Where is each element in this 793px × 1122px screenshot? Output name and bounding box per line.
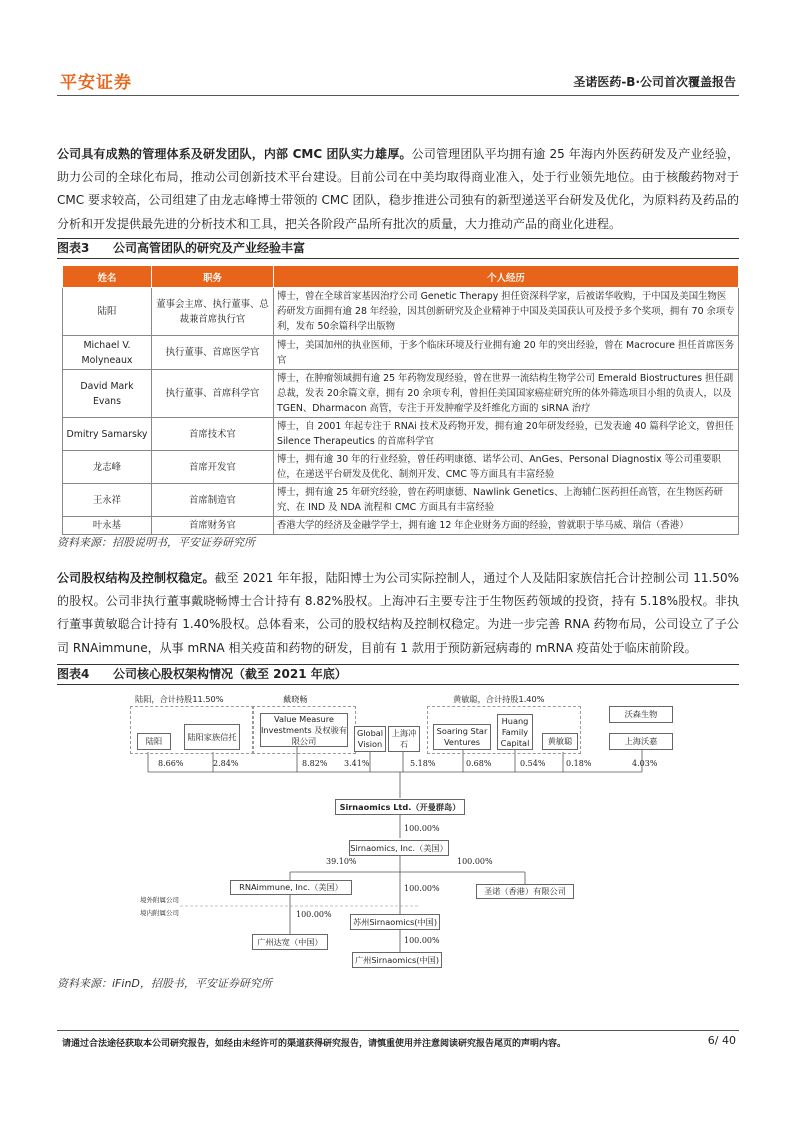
pct-luyang: 8.66%: [158, 759, 184, 768]
paragraph-equity-body: 截至 2021 年年报，陆阳博士为公司实际控制人，通过个人及陆阳家族信托合计控制公司 11.50%的股权。公司非执行董事戴晓畅博士合计持有 8.82%股权。上海冲石主要专注于生物医药领域的投资，持有 5.18%股权。非执行董事黄敏聪合计持有 1.40%股权。总体看来，公司的股权结构及控制权稳定。为进一步完善 RNA 药物布局，公司设立了子公司 RNAimmune，从事 mRNA 相关疫苗和药物的研发，目前有 1 款用于预防新冠病毒的 mRNA 疫苗处于临床前阶段。: [57, 571, 739, 655]
pct-ltd-inc: 100.00%: [404, 824, 440, 833]
exec-name: David Mark Evans: [63, 370, 152, 418]
pct-inc-suzhou: 100.00%: [404, 884, 440, 893]
figure-3-number: 图表3: [57, 241, 90, 255]
figure-4-number: 图表4: [57, 667, 90, 681]
shareholder-shanghai-chongshi: 上海冲石: [388, 726, 420, 752]
exec-name: Dmitry Samarsky: [63, 418, 152, 451]
entity-rnaimmune: RNAimmune, Inc.（美国）: [230, 880, 352, 895]
shareholder-woshen: 沃森生物: [609, 706, 673, 723]
footer-divider: [57, 1030, 739, 1031]
entity-guangzhou-sirnaomics: 广州Sirnaomics(中国): [352, 952, 442, 968]
exec-name: 陆阳: [63, 288, 152, 336]
entity-sirnaomics-ltd: Sirnaomics Ltd.（开曼群岛）: [335, 799, 465, 815]
exec-title: 董事会主席、执行董事、总裁兼首席执行官: [152, 288, 274, 336]
exec-title: 首席制造官: [152, 484, 274, 517]
entity-guangzhou-dakuan: 广州达宽（中国）: [252, 934, 328, 950]
exec-title: 首席开发官: [152, 451, 274, 484]
paragraph-management-lead: 公司具有成熟的管理体系及研发团队，内部 CMC 团队实力雄厚。: [57, 147, 412, 161]
col-header-bio: 个人经历: [274, 266, 739, 288]
figure-3-caption: 公司高管团队的研究及产业经验丰富: [113, 241, 306, 255]
exec-bio: 博士，自 2001 年起专注于 RNAi 技术及药物开发，拥有逾 20年研发经验，已发表逾 40 篇科学论文，曾担任 Silence Therapeutics 的首席科学官: [274, 418, 739, 451]
pct-suzhou-guangzhou: 100.00%: [404, 936, 440, 945]
entity-sirnaomics-inc: Sirnaomics, Inc.（美国）: [349, 840, 449, 856]
shareholder-shanghai-wojia: 上海沃嘉: [609, 733, 673, 750]
pct-rnaimmune-dakuan: 100.00%: [296, 910, 332, 919]
col-header-name: 姓名: [63, 266, 152, 288]
pct-huang: 0.18%: [566, 759, 592, 768]
exec-bio: 博士，在肿瘤领域拥有逾 25 年药物发现经验，曾在世界一流结构生物学公司 Emerald Biostructures 担任副总裁，发表 20余篇文章，拥有 20 余项专利，曾担任美国国家癌症研究所的体外筛选项目小组的负责人，以及 TGEN、Dharmacon 高管，专注于开发肿瘤学及纤维化方面的 siRNA 治疗: [274, 370, 739, 418]
paragraph-equity-lead: 公司股权结构及控制权稳定。: [57, 571, 215, 585]
label-overseas-subsidiaries: 境外附属公司: [140, 896, 179, 904]
exec-name: 叶永基: [63, 517, 152, 535]
exec-title: 首席技术官: [152, 418, 274, 451]
pct-lu-trust: 2.84%: [213, 759, 239, 768]
paragraph-management-body: 公司管理团队平均拥有逾 25 年海内外医药研发及产业经验，助力公司的全球化布局，推动公司创新技术平台建设。目前公司在中美均取得商业准入，处于行业领先地位。由于核酸药物对于 CMC 要求较高，公司组建了由龙志峰博士带领的 CMC 团队，稳步推进公司独有的新型递送平台研发及优化，为原料药及药品的分析和开发提供最先进的分析技术和工具，把关各阶段产品所有批次的质量，大力推动产品的商业化进程。: [57, 147, 739, 231]
group-label-daixiaochang: 戴晓畅: [283, 694, 308, 704]
shareholder-huang: 黄敏聪: [542, 733, 578, 750]
exec-title: 执行董事、首席医学官: [152, 336, 274, 370]
entity-suzhou-sirnaomics: 苏州Sirnaomics(中国): [350, 914, 440, 930]
shareholder-huang-family-capital: Huang Family Capital: [497, 714, 533, 750]
exec-title: 首席财务官: [152, 517, 274, 535]
pct-vmi: 8.82%: [302, 759, 328, 768]
footer-disclaimer: 请通过合法途径获取本公司研究报告，如经由未经许可的渠道获得研究报告，请慎重使用并注意阅读研究报告尾页的声明内容。: [62, 1039, 567, 1049]
pct-chongshi: 5.18%: [410, 759, 436, 768]
shareholder-vmi: Value Measure Investments 及权骏有限公司: [261, 713, 347, 746]
figure-4-caption: 公司核心股权架构情况（截至 2021 年底）: [113, 667, 347, 681]
exec-bio: 博士，拥有逾 30 年的行业经验，曾任药明康德、诺华公司、AnGes、Personal Diagnostix 等公司重要职位，在递送平台研发及优化、制剂开发、CMC 等方面具有丰富经验: [274, 451, 739, 484]
exec-name: Michael V. Molyneaux: [63, 336, 152, 370]
pct-huang-capital: 0.54%: [520, 759, 546, 768]
col-header-title: 职务: [152, 266, 274, 288]
shareholder-soaring-star: Soaring Star Ventures: [433, 724, 491, 750]
group-label-luyang: 陆阳，合计持股11.50%: [135, 694, 224, 704]
brand-logo: 平安证券: [60, 73, 132, 93]
pct-soaring: 0.68%: [466, 759, 492, 768]
exec-title: 执行董事、首席科学官: [152, 370, 274, 418]
shareholder-global-vision: Global Vision: [354, 726, 386, 752]
group-label-huang: 黄敏聪，合计持股1.40%: [453, 694, 545, 704]
exec-name: 龙志峰: [63, 451, 152, 484]
shareholder-luyang: 陆阳: [137, 733, 171, 750]
pct-inc-hk: 100.00%: [457, 857, 493, 866]
exec-bio: 博士，曾在全球首家基因治疗公司 Genetic Therapy 担任资深科学家，后被诺华收购，于中国及美国生物医药研发方面拥有逾 28 年经验，因其创新研究及企业精神于中国及美国获认可及授予多个奖项，拥有 70 余项专利，发布 50余篇科学出版物: [274, 288, 739, 336]
label-domestic-subsidiaries: 境内附属公司: [140, 909, 179, 917]
exec-name: 王永祥: [63, 484, 152, 517]
exec-bio: 香港大学的经济及金融学学士，拥有逾 12 年企业财务方面的经验，曾就职于毕马威、瑞信（香港）: [274, 517, 739, 535]
exec-bio: 博士，美国加州的执业医师，于多个临床环境及行业拥有逾 20 年的突出经验，曾在 Macrocure 担任首席医务官: [274, 336, 739, 370]
figure-3-source: 资料来源：招股说明书，平安证券研究所: [57, 536, 255, 549]
page-number: 6/ 40: [707, 1034, 736, 1047]
figure-4-source: 资料来源：iFinD，招股书，平安证券研究所: [57, 977, 272, 990]
pct-global-vision: 3.41%: [344, 759, 370, 768]
entity-sirnaomics-hk: 圣诺（香港）有限公司: [476, 884, 574, 899]
document-title: 圣诺医药-B·公司首次覆盖报告: [573, 75, 736, 89]
pct-inc-rnaimmune: 39.10%: [326, 857, 357, 866]
pct-woshen: 4.03%: [632, 759, 658, 768]
exec-bio: 博士，拥有逾 25 年研究经验，曾在药明康德、Nawlink Genetics、上海辅仁医药担任高管，在生物医药研究、在 IND 及 NDA 流程和 CMC 方面具有丰富经验: [274, 484, 739, 517]
shareholder-lu-trust: 陆阳家族信托: [184, 724, 240, 750]
